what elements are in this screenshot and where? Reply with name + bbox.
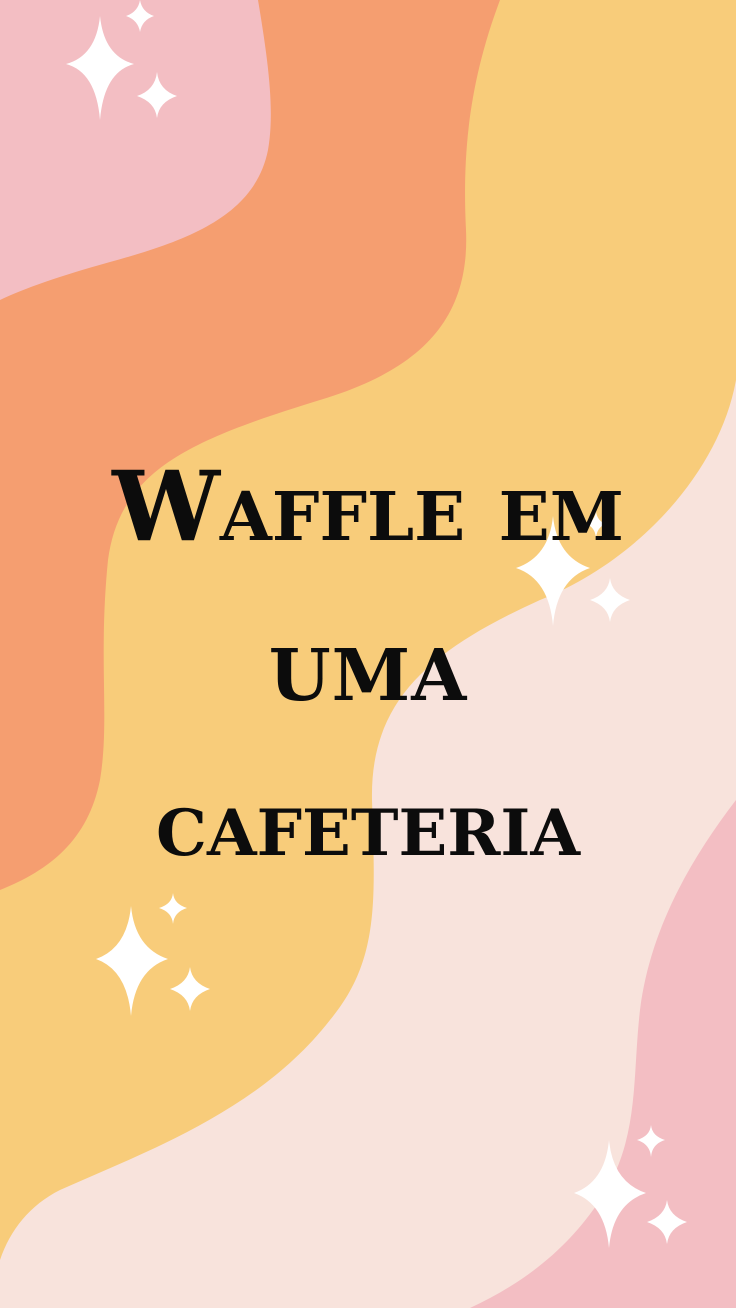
page-title [0,428,736,902]
title-line-3: cafeteria [156,769,580,877]
title-line-2: uma [268,605,468,725]
title-line-1: Waffle em [112,450,624,563]
